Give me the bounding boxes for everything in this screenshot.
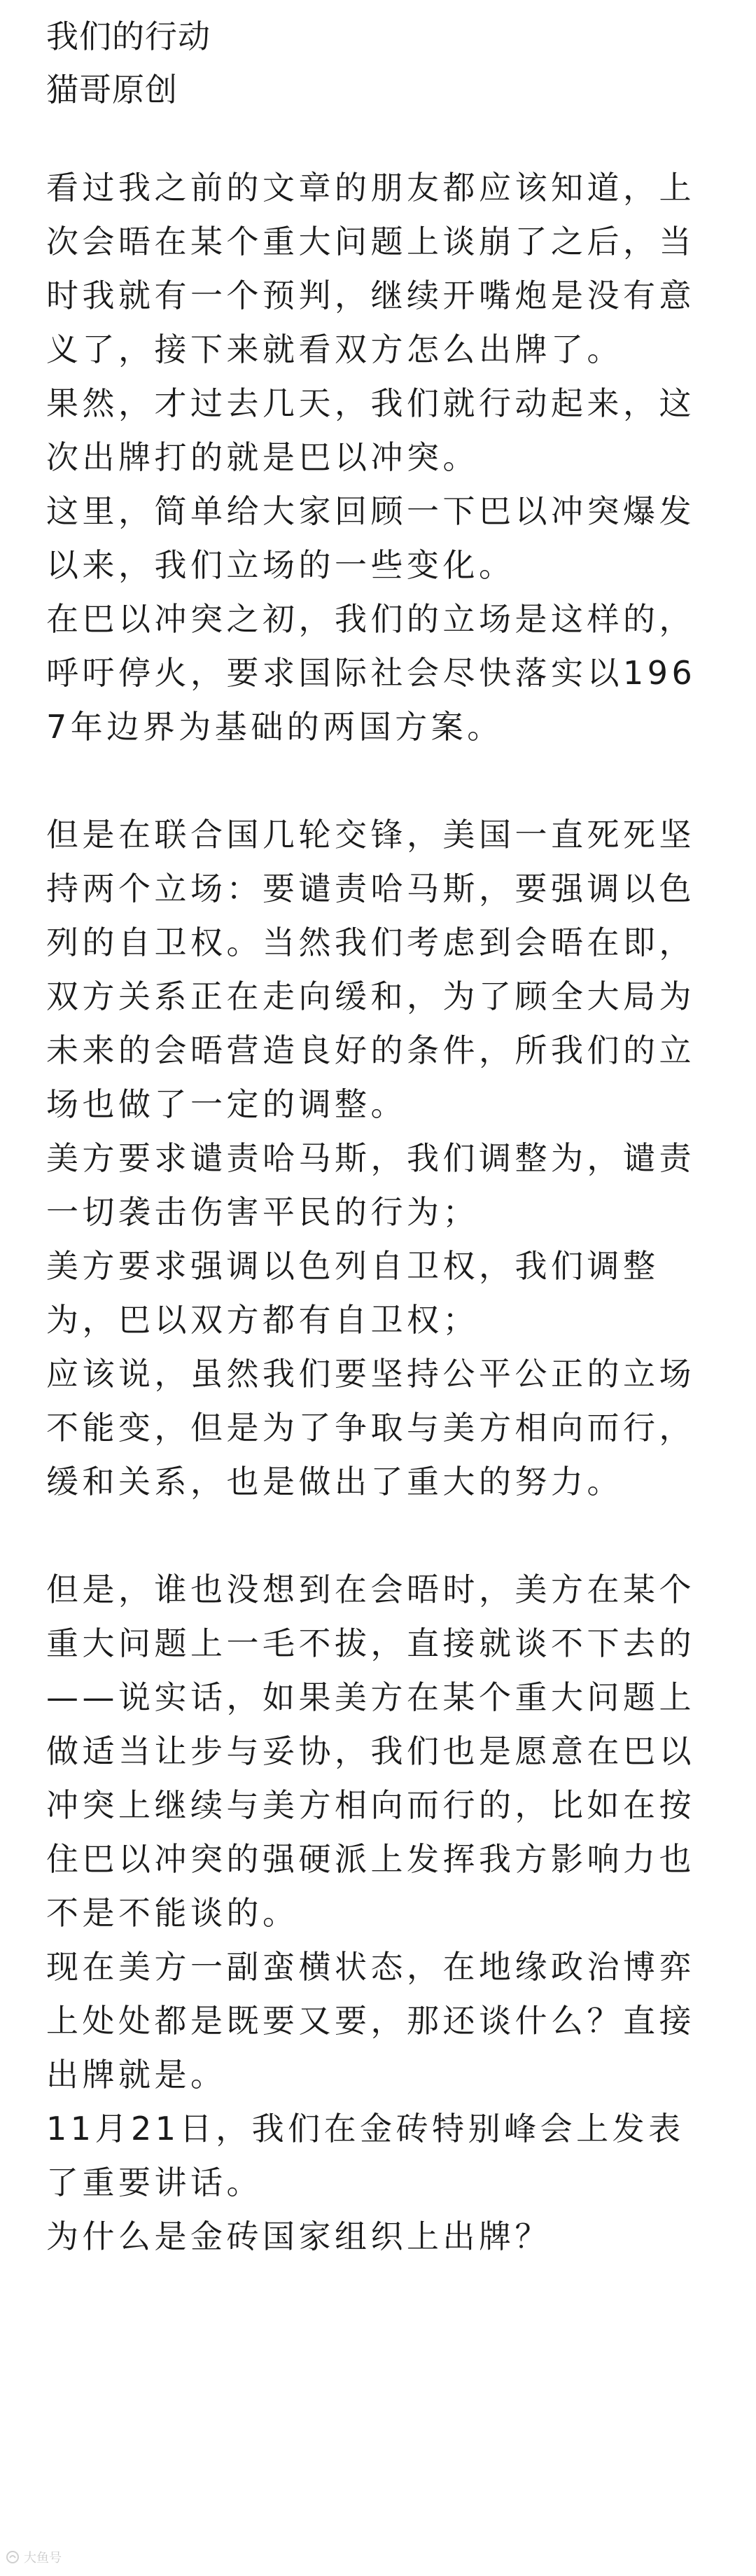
paragraph: 但是在联合国几轮交锋，美国一直死死坚持两个立场：要谴责哈马斯，要强调以色列的自卫权。当然我们考虑到会晤在即，双方关系正在走向缓和，为了顾全大局为未来的会晤营造良好的条件，所我们的立场也做了一定的调整。 (46, 816, 695, 1123)
article-header (46, 10, 715, 116)
paragraph: 为什么是金砖国家组织上出牌？ (46, 2218, 551, 2255)
platform-logo-icon (6, 2550, 20, 2564)
paragraph: 但是，谁也没想到在会晤时，美方在某个重大问题上一毛不拔，直接就谈不下去的——说实话，如果美方在某个重大问题上做适当让步与妥协，我们也是愿意在巴以冲突上继续与美方相向而行的，比如在按住巴以冲突的强硬派上发挥我方影响力也不是不能谈的。 (46, 1571, 695, 1932)
paragraph-spacer (46, 1509, 715, 1563)
paragraph: 应该说，虽然我们要坚持公平公正的立场不能变，但是为了争取与美方相向而行，缓和关系，也是做出了重大的努力。 (46, 1355, 695, 1501)
watermark (6, 2548, 62, 2566)
paragraph: 现在美方一副蛮横状态，在地缘政治博弈上处处都是既要又要，那还谈什么？直接出牌就是。 (46, 1948, 695, 2094)
article-author: 猫哥原创 (46, 71, 178, 109)
paragraph: 看过我之前的文章的朋友都应该知道，上次会晤在某个重大问题上谈崩了之后，当时我就有一个预判，继续开嘴炮是没有意义了，接下来就看双方怎么出牌了。 (46, 169, 695, 368)
paragraph: 美方要求强调以色列自卫权，我们调整为，巴以双方都有自卫权； (46, 1247, 659, 1339)
paragraph: 11月21日，我们在金砖特别峰会上发表了重要讲话。 (46, 2110, 685, 2201)
paragraph: 这里，简单给大家回顾一下巴以冲突爆发以来，我们立场的一些变化。 (46, 492, 695, 584)
paragraph: 果然，才过去几天，我们就行动起来，这次出牌打的就是巴以冲突。 (46, 384, 695, 476)
watermark-text: 大鱼号 (24, 2551, 62, 2565)
article-title: 我们的行动 (46, 18, 211, 55)
paragraph: 在巴以冲突之初，我们的立场是这样的，呼吁停火，要求国际社会尽快落实以1967年边界为基础的两国方案。 (46, 600, 696, 746)
paragraph-spacer (46, 754, 715, 808)
article-body (46, 161, 715, 2264)
paragraph: 美方要求谴责哈马斯，我们调整为，谴责一切袭击伤害平民的行为； (46, 1139, 695, 1231)
